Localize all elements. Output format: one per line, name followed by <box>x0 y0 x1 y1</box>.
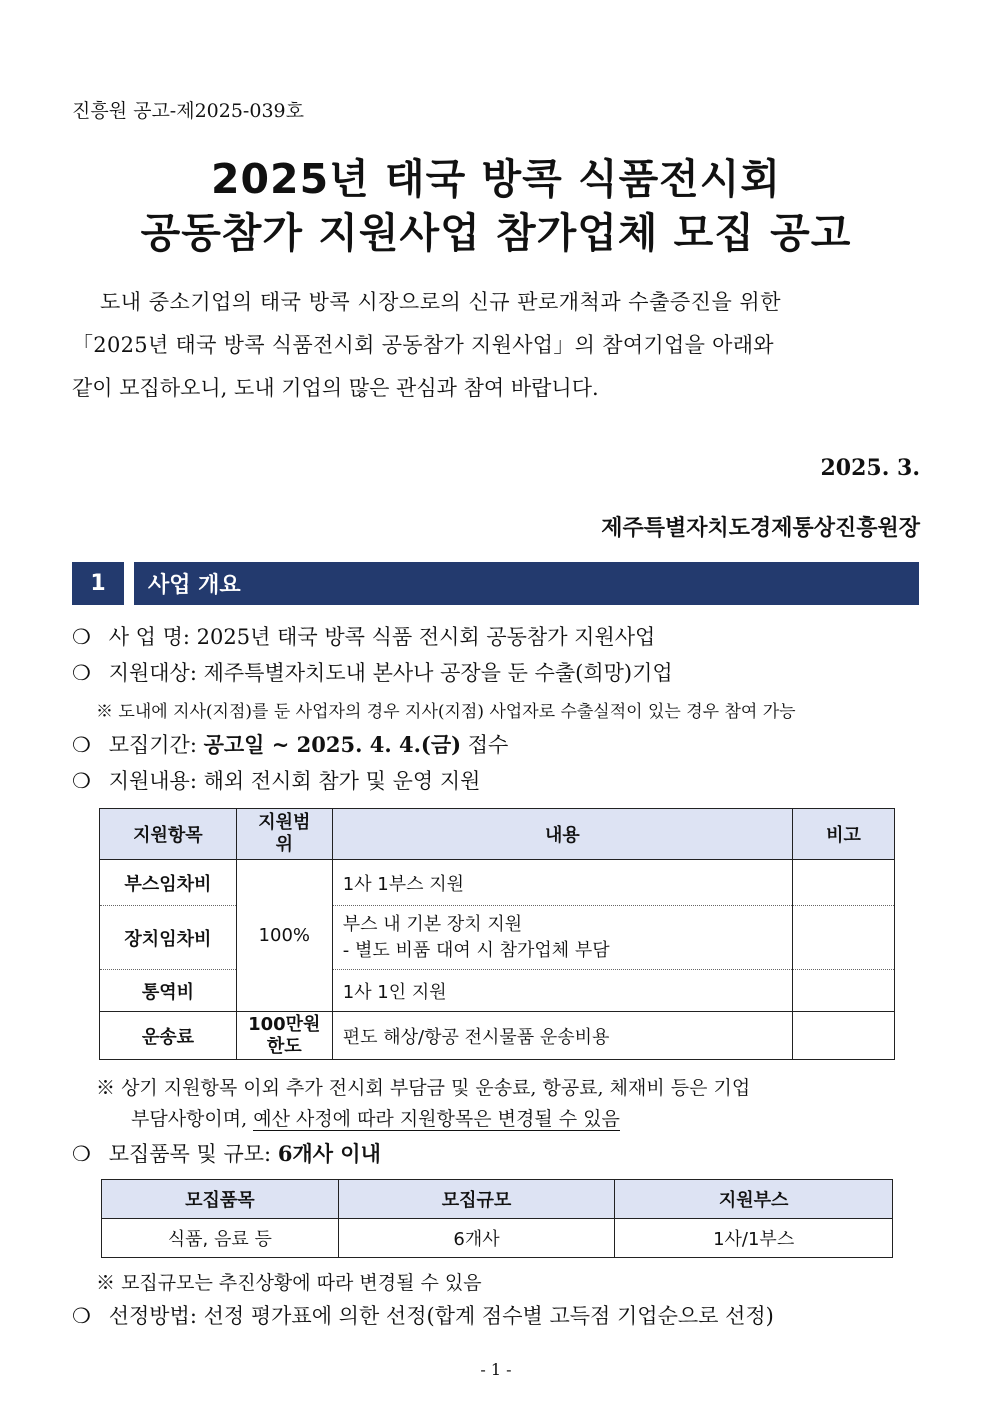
announcement-date: 2025. 3. <box>820 455 920 481</box>
item-support <box>72 765 480 795</box>
page-number: - 1 - <box>480 1360 512 1379</box>
organization-name: 제주특별자치도경제통상진흥원장 <box>601 515 920 541</box>
header-note: 비고 <box>793 809 895 860</box>
note-icon: ※ <box>96 1077 116 1099</box>
bullet-icon: ❍ <box>72 661 91 685</box>
header-product: 모집품목 <box>102 1180 339 1219</box>
bullet-icon: ❍ <box>72 1304 91 1328</box>
cell-booth: 1사/1부스 <box>615 1219 893 1258</box>
recruit-note <box>96 1268 482 1295</box>
header-content: 내용 <box>332 809 792 860</box>
recruit-table <box>101 1179 893 1258</box>
header-scale: 모집규모 <box>338 1180 615 1219</box>
table-row <box>100 1012 895 1060</box>
row-content: 1사 1부스 지원 <box>332 860 792 906</box>
note-icon: ※ <box>96 1272 116 1294</box>
row-note <box>793 906 895 970</box>
target-note <box>96 697 796 722</box>
row-content-line1: 부스 내 기본 장치 지원 <box>342 913 523 935</box>
row-range-shared: 100% <box>236 860 332 1012</box>
bullet-icon: ❍ <box>72 625 91 649</box>
range-transport-line1: 100만원 <box>248 1013 321 1035</box>
item-recruit <box>72 1138 381 1168</box>
cell-product: 식품, 음료 등 <box>102 1219 339 1258</box>
project-name-value: 2025년 태국 방콕 식품 전시회 공동참가 지원사업 <box>196 625 656 649</box>
row-content <box>332 906 792 970</box>
header-range-line1: 지원범 <box>258 812 311 833</box>
bullet-icon: ❍ <box>72 1142 91 1166</box>
support-label: 지원내용: <box>108 769 197 793</box>
row-range-transport <box>236 1012 332 1060</box>
target-value: 제주특별자치도내 본사나 공장을 둔 수출(희망)기업 <box>203 661 673 685</box>
table-row <box>100 970 895 1012</box>
row-item: 부스임차비 <box>100 860 237 906</box>
header-item: 지원항목 <box>100 809 237 860</box>
header-range <box>236 809 332 860</box>
row-item: 장치임차비 <box>100 906 237 970</box>
note-icon: ※ <box>96 702 113 722</box>
table-row <box>102 1219 893 1258</box>
table-note-line2-underlined: 예산 사정에 따라 지원항목은 변경될 수 있음 <box>253 1108 620 1130</box>
table-row <box>100 860 895 906</box>
row-note <box>793 970 895 1012</box>
recruit-label: 모집품목 및 규모: <box>108 1142 272 1166</box>
section-number: 1 <box>72 562 124 605</box>
selection-label: 선정방법: <box>108 1304 197 1328</box>
header-booth: 지원부스 <box>615 1180 893 1219</box>
table-row <box>100 906 895 970</box>
table-header-row <box>102 1180 893 1219</box>
period-value: 공고일 ~ 2025. 4. 4.(금) <box>203 732 462 757</box>
table-note-second <box>131 1104 620 1131</box>
project-name-label: 사 업 명: <box>108 625 190 649</box>
table-note-line1: 상기 지원항목 이외 추가 전시회 부담금 및 운송료, 항공료, 체재비 등은 기업 <box>121 1077 751 1099</box>
row-content: 편도 해상/항공 전시물품 운송비용 <box>332 1012 792 1060</box>
target-note-text: 도내에 지사(지점)를 둔 사업자의 경우 지사(지점) 사업자로 수출실적이 있는 경우 참여 가능 <box>118 702 796 722</box>
target-label: 지원대상: <box>108 661 197 685</box>
recruit-value: 6개사 이내 <box>277 1141 381 1166</box>
intro-line-1: 도내 중소기업의 태국 방콕 시장으로의 신규 판로개척과 수출증진을 위한 <box>100 290 781 314</box>
title-line-1: 2025년 태국 방콕 식품전시회 <box>211 155 781 203</box>
row-note <box>793 860 895 906</box>
row-content-line2: - 별도 비품 대여 시 참가업체 부담 <box>342 939 610 961</box>
bullet-icon: ❍ <box>72 769 91 793</box>
notice-number: 진흥원 공고-제2025-039호 <box>72 100 304 122</box>
header-range-line2: 위 <box>275 834 293 855</box>
item-selection <box>72 1300 774 1330</box>
table-header-row <box>100 809 895 860</box>
title-line-2: 공동참가 지원사업 참가업체 모집 공고 <box>140 209 852 257</box>
selection-value: 선정 평가표에 의한 선정(합계 점수별 고득점 기업순으로 선정) <box>203 1304 774 1328</box>
period-label: 모집기간: <box>108 733 197 757</box>
recruit-note-text: 모집규모는 추진상황에 따라 변경될 수 있음 <box>121 1272 482 1294</box>
table-note-line2-plain: 부담사항이며, <box>131 1108 248 1130</box>
row-note <box>793 1012 895 1060</box>
range-transport-line2: 한도 <box>266 1035 302 1057</box>
section-title: 사업 개요 <box>134 562 919 605</box>
support-table <box>99 808 895 1060</box>
row-content: 1사 1인 지원 <box>332 970 792 1012</box>
period-suffix: 접수 <box>467 733 509 757</box>
table-note <box>96 1073 750 1100</box>
item-project-name <box>72 621 655 651</box>
item-period <box>72 729 508 759</box>
item-target <box>72 657 673 687</box>
support-value: 해외 전시회 참가 및 운영 지원 <box>203 769 481 793</box>
bullet-icon: ❍ <box>72 733 91 757</box>
intro-line-3: 같이 모집하오니, 도내 기업의 많은 관심과 참여 바랍니다. <box>72 376 599 400</box>
cell-scale: 6개사 <box>338 1219 615 1258</box>
row-item: 통역비 <box>100 970 237 1012</box>
row-item: 운송료 <box>100 1012 237 1060</box>
intro-line-2: 「2025년 태국 방콕 식품전시회 공동참가 지원사업」의 참여기업을 아래와 <box>72 333 774 357</box>
